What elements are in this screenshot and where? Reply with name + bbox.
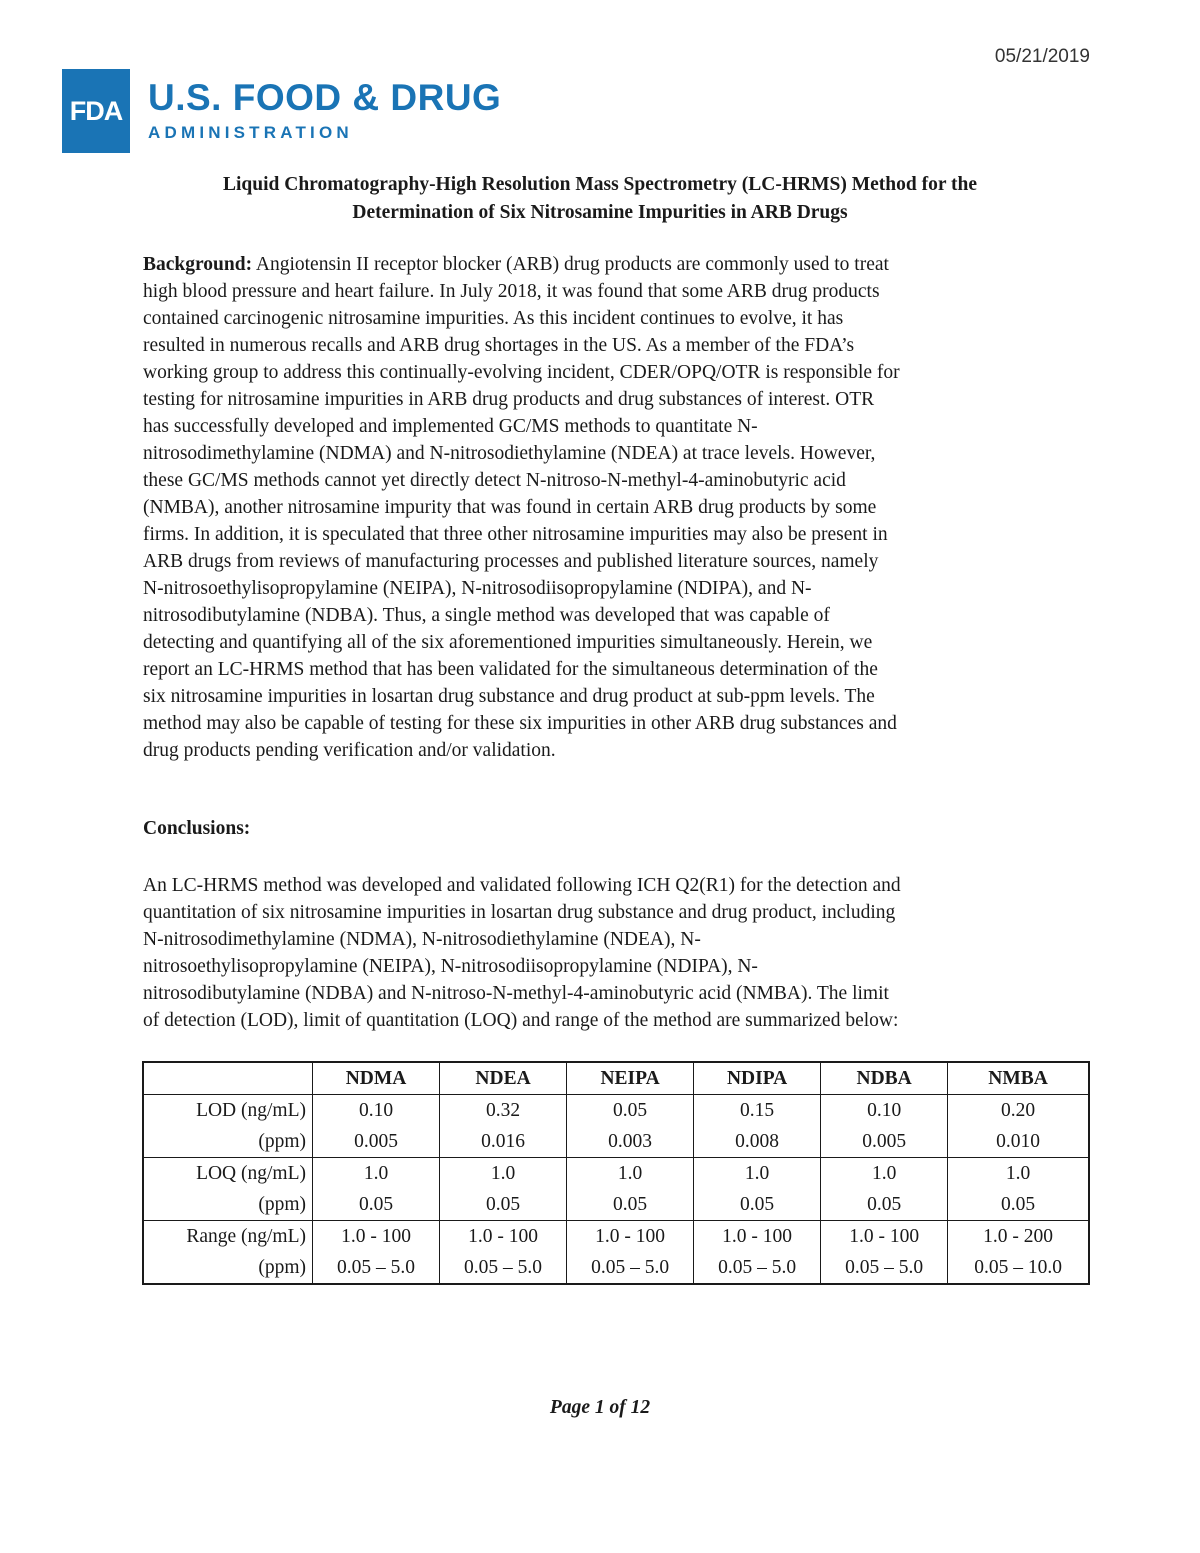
document-date: 05/21/2019: [994, 46, 1090, 67]
fda-logo: [62, 69, 501, 153]
table-cell: 0.003: [567, 1126, 694, 1158]
header-cell-ndipa: NDIPA: [694, 1062, 821, 1095]
logo-line-1: U.S. FOOD & DRUG: [148, 77, 502, 118]
table-row: [143, 1158, 1089, 1190]
conclusions-text: An LC-HRMS method was developed and validated following ICH Q2(R1) for the detection and quantitation of six nitrosamine impurities in losartan drug substance and drug product, including N-nitrosodimethylamine (NDMA), N-nitrosodiethylamine (NDEA), N- nitrosoethylisopropylamine (NEIPA), N-nitrosodiisopropylamine (NDIPA), N- nitrosodibutylamine (NDBA) and N-nitroso-N-methyl-4-aminobutyric acid (NMBA). The limit of detection (LOD), limit of quantitation (LOQ) and range of the method are summarized below:: [143, 875, 901, 1031]
header-cell-ndma: NDMA: [313, 1062, 440, 1095]
table-cell: 0.05: [821, 1189, 948, 1221]
row-label: LOQ (ng/mL): [143, 1158, 313, 1190]
table-cell: 0.15: [694, 1095, 821, 1127]
table-cell: 0.10: [821, 1095, 948, 1127]
title-line-1: Liquid Chromatography-High Resolution Mass Spectrometry (LC-HRMS) Method for the: [223, 174, 977, 195]
table-cell: 0.20: [948, 1095, 1089, 1127]
table-cell: 0.05 – 5.0: [567, 1252, 694, 1284]
row-label: Range (ng/mL): [143, 1221, 313, 1253]
table-cell: 0.32: [440, 1095, 567, 1127]
table-cell: 1.0: [948, 1158, 1089, 1190]
header-cell-ndea: NDEA: [440, 1062, 567, 1095]
row-label: (ppm): [143, 1252, 313, 1284]
table-cell: 1.0 - 100: [567, 1221, 694, 1253]
row-label: (ppm): [143, 1126, 313, 1158]
table-cell: 0.005: [313, 1126, 440, 1158]
title-line-2: Determination of Six Nitrosamine Impurities in ARB Drugs: [352, 202, 848, 223]
table-cell: 1.0: [567, 1158, 694, 1190]
header-cell-ndba: NDBA: [821, 1062, 948, 1095]
document-title: [120, 171, 1080, 227]
table-row: [143, 1126, 1089, 1158]
fda-logo-mark: FDA: [62, 69, 130, 153]
row-label: LOD (ng/mL): [143, 1095, 313, 1127]
table-row: [143, 1189, 1089, 1221]
conclusions-heading: Conclusions:: [143, 818, 251, 839]
background-label: Background:: [143, 254, 253, 275]
table-cell: 0.05: [567, 1095, 694, 1127]
table-cell: 0.10: [313, 1095, 440, 1127]
table-cell: 1.0: [440, 1158, 567, 1190]
table-cell: 0.05 – 5.0: [821, 1252, 948, 1284]
table-cell: 0.05: [694, 1189, 821, 1221]
table-cell: 0.010: [948, 1126, 1089, 1158]
table-cell: 1.0 - 100: [694, 1221, 821, 1253]
header-cell-empty: [143, 1062, 313, 1095]
fda-logo-wordmark: [148, 79, 501, 143]
background-text: Angiotensin II receptor blocker (ARB) drug products are commonly used to treat high blood pressure and heart failure. In July 2018, it was found that some ARB drug products contained carcinogenic nitrosamine impurities. As this incident continues to evolve, it has resulted in numerous recalls and ARB drug shortages in the US. As a member of the FDA’s working group to address this continually-evolving incident, CDER/OPQ/OTR is responsible for testing for nitrosamine impurities in ARB drug products and drug substances of interest. OTR has successfully developed and implemented GC/MS methods to quantitate N- nitrosodimethylamine (NDMA) and N-nitrosodiethylamine (NDEA) at trace levels. However, these GC/MS methods cannot yet directly detect N-nitroso-N-methyl-4-aminobutyric acid (NMBA), another nitrosamine impurity that was found in certain ARB drug products by some firms. In addition, it is speculated that three other nitrosamine impurities may also be present in ARB drugs from reviews of manufacturing processes and published literature sources, namely N-nitrosoethylisopropylamine (NEIPA), N-nitrosodiisopropylamine (NDIPA), and N- nitrosodibutylamine (NDBA). Thus, a single method was developed that was capable of detecting and quantifying all of the six aforementioned impurities simultaneously. Herein, we report an LC-HRMS method that has been validated for the simultaneous determination of the six nitrosamine impurities in losartan drug substance and drug product at sub-ppm levels. The method may also be capable of testing for these six impurities in other ARB drug substances and drug products pending verification and/or validation.: [143, 254, 900, 761]
table-header-row: [143, 1062, 1089, 1095]
limits-table: [142, 1061, 1090, 1285]
table-row: [143, 1095, 1089, 1127]
table-cell: 1.0 - 100: [821, 1221, 948, 1253]
table-cell: 0.05: [440, 1189, 567, 1221]
background-section: [143, 251, 1073, 764]
table-cell: 0.016: [440, 1126, 567, 1158]
table-cell: 0.05: [948, 1189, 1089, 1221]
table-cell: 1.0 - 200: [948, 1221, 1089, 1253]
table-cell: 1.0: [821, 1158, 948, 1190]
header-cell-nmba: NMBA: [948, 1062, 1089, 1095]
table-cell: 0.05 – 10.0: [948, 1252, 1089, 1284]
table-cell: 0.05 – 5.0: [313, 1252, 440, 1284]
table-cell: 1.0 - 100: [313, 1221, 440, 1253]
table-row: [143, 1252, 1089, 1284]
header-cell-neipa: NEIPA: [567, 1062, 694, 1095]
table-cell: 1.0: [694, 1158, 821, 1190]
page-number: Page 1 of 12: [549, 1397, 651, 1418]
row-label: (ppm): [143, 1189, 313, 1221]
table-cell: 0.005: [821, 1126, 948, 1158]
table-cell: 0.008: [694, 1126, 821, 1158]
table-row: [143, 1221, 1089, 1253]
table-cell: 0.05: [567, 1189, 694, 1221]
table-cell: 0.05 – 5.0: [694, 1252, 821, 1284]
table-cell: 0.05: [313, 1189, 440, 1221]
logo-line-2: ADMINISTRATION: [148, 123, 353, 142]
table-cell: 1.0: [313, 1158, 440, 1190]
table-cell: 0.05 – 5.0: [440, 1252, 567, 1284]
table-cell: 1.0 - 100: [440, 1221, 567, 1253]
